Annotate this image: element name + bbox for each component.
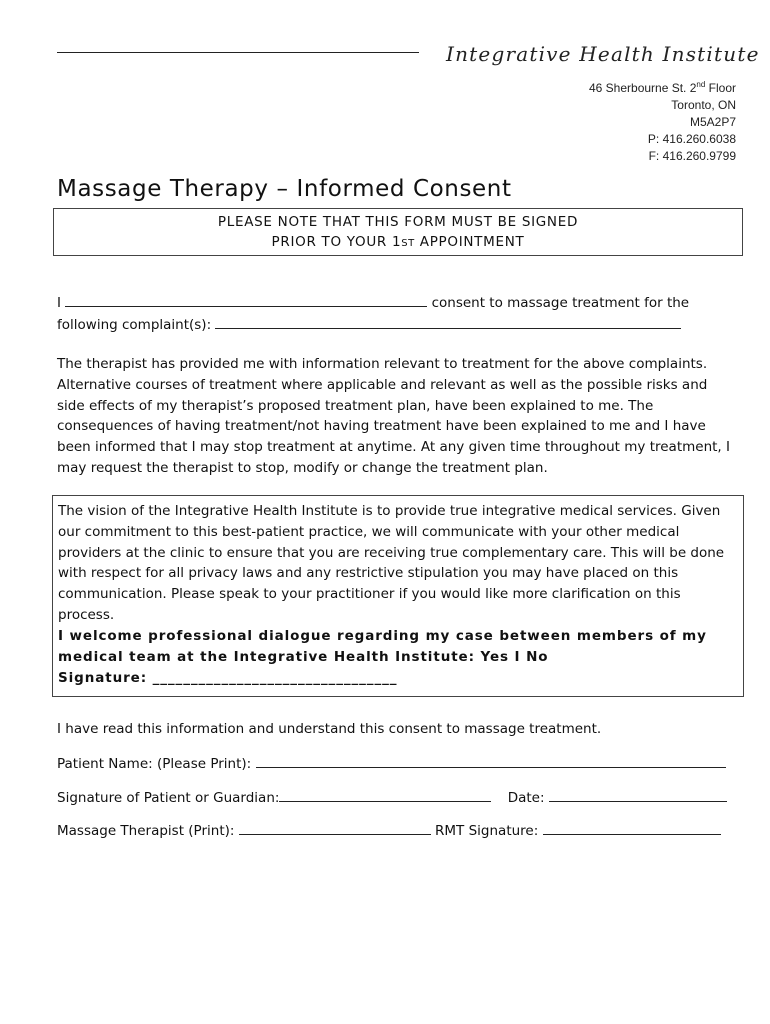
address-city: Toronto, ON	[671, 98, 736, 112]
dialogue-consent[interactable]: I welcome professional dialogue regarding my case between members of my medical team at the Integrative Health Institute: Yes I No	[58, 627, 707, 665]
patient-name-row: Patient Name: (Please Print):	[57, 753, 747, 775]
patient-signature-row: Signature of Patient or Guardian: Date:	[57, 787, 747, 809]
dialogue-signature-line[interactable]: Signature: ________________________________	[58, 669, 398, 686]
patient-signature-field[interactable]	[279, 787, 491, 802]
consent-name-blank[interactable]	[65, 292, 427, 307]
clinic-address	[589, 76, 736, 165]
notice-line-2: PRIOR TO YOUR 1ST APPOINTMENT	[271, 234, 525, 250]
rmt-signature-field[interactable]	[543, 820, 721, 835]
address-postal: M5A2P7	[689, 115, 736, 129]
institute-logo: Integrative Health Institute	[446, 42, 760, 66]
address-street: 46 Sherbourne St. 2nd Floor	[588, 80, 736, 95]
vision-paragraph: The vision of the Integrative Health Institute is to provide true integrative medical services. Given our commitment to this best-patient practice, we will communicate with your other medical providers at the clinic to ensure that you are receiving true complementary care. This will be done with respect for all privacy laws and any restrictive stipulation you may have placed on this communication. Please speak to your practitioner if you would like more clarification on this process.	[58, 503, 725, 623]
notice-line-1: PLEASE NOTE THAT THIS FORM MUST BE SIGNED	[217, 214, 579, 230]
address-fax: F: 416.260.9799	[648, 149, 736, 163]
date-field[interactable]	[549, 787, 727, 802]
signing-notice	[53, 208, 743, 256]
name-write-line[interactable]	[57, 52, 419, 53]
acknowledgement: I have read this information and understand this consent to massage treatment.	[57, 721, 602, 737]
information-paragraph: The therapist has provided me with information relevant to treatment for the above complaints. Alternative courses of treatment where applicable and relevant as well as the possible risks and side effects of my therapist’s proposed treatment plan, have been explained to me. The consequences of having treatment/not having treatment have been explained to me and I have been informed that I may stop treatment at anytime. At any given time throughout my treatment, I may request the therapist to stop, modify or change the treatment plan.	[57, 356, 730, 476]
page-title: Massage Therapy – Informed Consent	[57, 176, 512, 202]
therapist-row: Massage Therapist (Print): RMT Signature:	[57, 820, 747, 842]
vision-statement-box	[52, 495, 744, 697]
patient-name-field[interactable]	[256, 753, 726, 768]
therapist-name-field[interactable]	[239, 820, 431, 835]
consent-statement: I consent to massage treatment for the following complaint(s):	[57, 292, 737, 336]
complaints-blank[interactable]	[215, 314, 681, 329]
address-phone: P: 416.260.6038	[647, 132, 736, 146]
